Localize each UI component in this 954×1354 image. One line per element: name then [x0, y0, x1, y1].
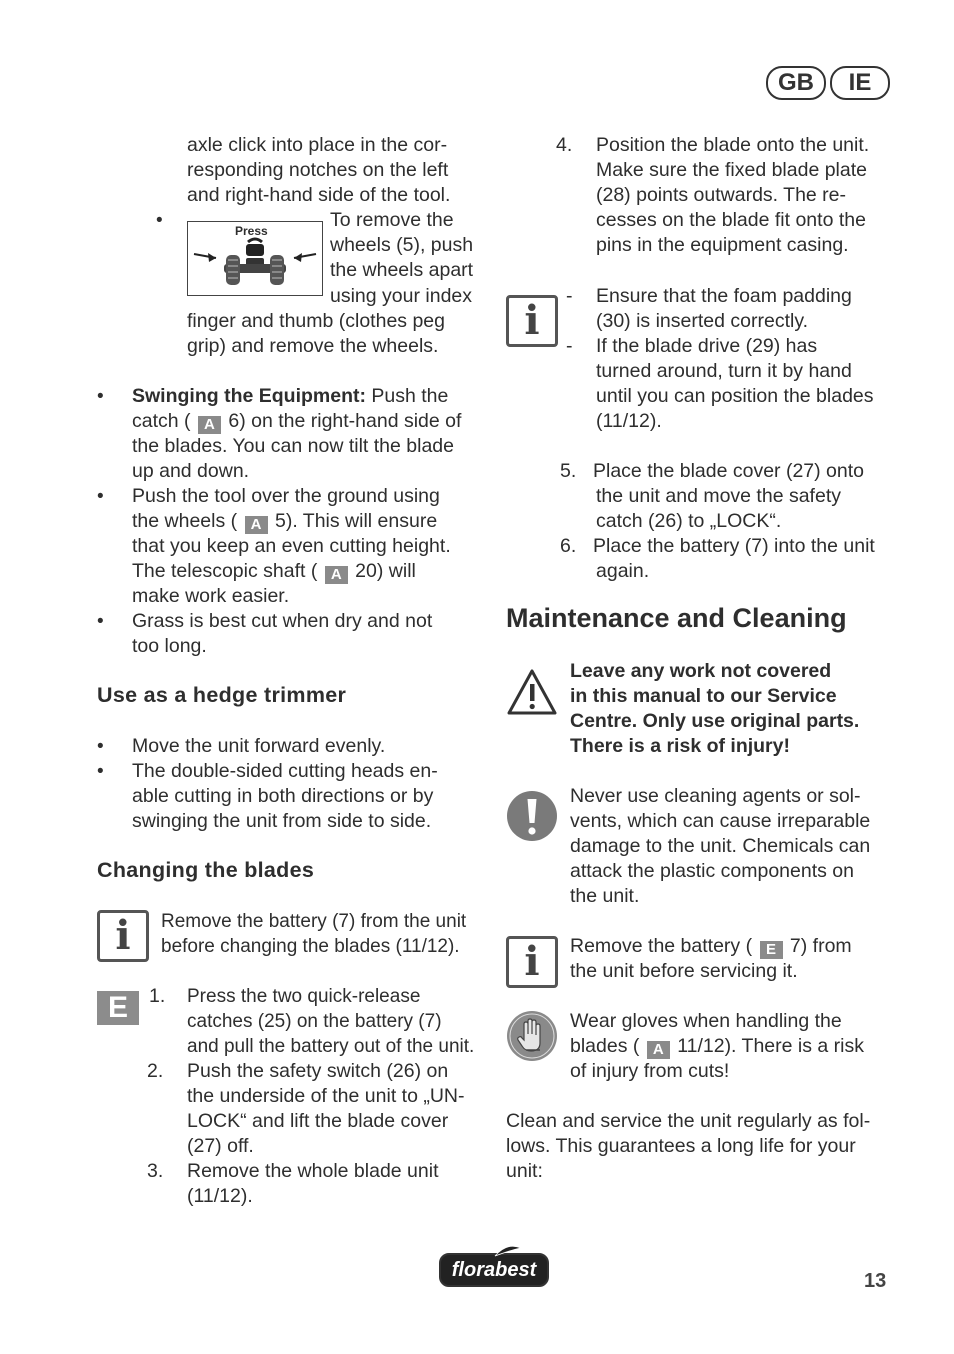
wheels-line: grip) and remove the wheels. — [187, 335, 439, 357]
step-number: 2. — [147, 1060, 164, 1082]
leaf-icon — [493, 1246, 523, 1258]
step-line: catches (25) on the battery (7) — [187, 1011, 442, 1032]
exclamation-circle-icon — [506, 790, 558, 842]
hedge-line: able cutting in both directions or by — [132, 785, 434, 807]
dash-line: (11/12). — [596, 410, 662, 432]
bullet-line: Grass is best cut when dry and not — [132, 610, 433, 632]
logo-text: florabest — [451, 1259, 537, 1281]
step-line: pins in the equipment casing. — [596, 234, 849, 256]
step-line: Push the safety switch (26) on — [187, 1060, 449, 1082]
bullet-line: The telescopic shaft ( A 20) will — [132, 560, 416, 583]
closing-line: Clean and service the unit regularly as fol- — [506, 1110, 871, 1132]
dash-marker: - — [566, 335, 573, 357]
warning-triangle-icon — [506, 668, 558, 716]
caution-line: the unit. — [570, 885, 640, 907]
step-line: catch (26) to „LOCK“. — [596, 510, 782, 532]
step-line: and pull the battery out of the unit. — [187, 1036, 475, 1057]
step-line: Remove the whole blade unit — [187, 1160, 439, 1182]
dash-line: (30) is inserted correctly. — [596, 310, 809, 332]
bullet-icon: • — [156, 210, 163, 231]
intro-line: responding notches on the left — [187, 159, 449, 181]
warning-line: There is a risk of injury! — [570, 735, 790, 757]
step-number: 1. — [149, 985, 166, 1007]
bullet-line: that you keep an even cutting height. — [132, 535, 451, 557]
bullet-icon: • — [97, 736, 104, 757]
step-line: Place the blade cover (27) onto — [593, 460, 865, 482]
closing-line: unit: — [506, 1160, 543, 1182]
step-number: 5. — [560, 460, 577, 482]
hedge-line: The double-sided cutting heads en- — [132, 760, 438, 782]
ref-e-badge: E — [760, 941, 783, 959]
dash-line: If the blade drive (29) has — [596, 335, 818, 357]
bullet-line: Swinging the Equipment: Push the — [132, 385, 449, 407]
closing-line: lows. This guarantees a long life for your — [506, 1135, 856, 1157]
step-line: Press the two quick-release — [187, 986, 421, 1007]
step-number: 3. — [147, 1160, 164, 1182]
wheel-press-icon — [188, 222, 322, 295]
step-line: the underside of the unit to „UN- — [187, 1085, 465, 1107]
intro-line: axle click into place in the cor- — [187, 134, 448, 156]
blades-heading: Changing the blades — [97, 858, 315, 882]
step-line: (28) points outwards. The re- — [596, 184, 847, 206]
florabest-logo — [439, 1253, 549, 1287]
press-figure — [187, 221, 323, 296]
ref-a-badge: A — [198, 416, 221, 434]
step-line: (27) off. — [187, 1135, 254, 1157]
gloves-line: blades ( A 11/12). There is a risk — [570, 1035, 864, 1058]
info-icon: i — [97, 910, 149, 962]
ref-a-badge: A — [647, 1041, 670, 1059]
warning-line: Leave any work not covered — [570, 660, 832, 682]
country-badge-ie: IE — [830, 66, 890, 100]
wheels-line: finger and thumb (clothes peg — [187, 310, 445, 332]
blades-note-line: Remove the battery (7) from the unit — [161, 911, 467, 932]
page-number: 13 — [864, 1270, 887, 1292]
bullet-line: too long. — [132, 635, 207, 657]
dash-line: until you can position the blades — [596, 385, 874, 407]
dash-marker: - — [566, 285, 573, 307]
bullet-line: the wheels ( A 5). This will ensure — [132, 510, 438, 533]
caution-line: damage to the unit. Chemicals can — [570, 835, 871, 857]
step-line: Place the battery (7) into the unit — [593, 535, 875, 557]
caution-line: vents, which can cause irreparable — [570, 810, 871, 832]
caution-line: attack the plastic components on — [570, 860, 854, 882]
bullet-line: make work easier. — [132, 585, 290, 607]
step-line: the unit and move the safety — [596, 485, 841, 507]
step-line: cesses on the blade fit onto the — [596, 209, 866, 231]
wheels-line: using your index — [330, 285, 473, 307]
glove-icon — [506, 1010, 558, 1062]
step-line: (11/12). — [187, 1185, 253, 1207]
bullet-line: the blades. You can now tilt the blade — [132, 435, 454, 457]
press-label: Press — [235, 224, 268, 238]
bullet-icon: • — [97, 386, 104, 407]
hedge-line: Move the unit forward evenly. — [132, 735, 386, 757]
country-badge-gb: GB — [766, 66, 826, 100]
wheels-line: the wheels apart — [330, 259, 474, 281]
wheels-line: wheels (5), push — [330, 234, 474, 256]
info-icon: i — [506, 295, 558, 347]
step-line: again. — [596, 560, 650, 582]
info-icon: i — [506, 936, 558, 988]
hedge-line: swinging the unit from side to side. — [132, 810, 432, 832]
bullet-icon: • — [97, 761, 104, 782]
maintenance-heading: Maintenance and Cleaning — [506, 603, 847, 633]
dash-line: turned around, turn it by hand — [596, 360, 852, 382]
hedge-heading: Use as a hedge trimmer — [97, 683, 347, 707]
step-line: Position the blade onto the unit. — [596, 134, 870, 156]
step-number: 4. — [556, 134, 573, 156]
bullet-line: catch ( A 6) on the right-hand side of — [132, 410, 462, 433]
wheels-line: To remove the — [330, 209, 454, 231]
warning-line: in this manual to our Service — [570, 685, 837, 707]
gloves-line: of injury from cuts! — [570, 1060, 730, 1082]
step-line: LOCK“ and lift the blade cover — [187, 1110, 449, 1132]
bullet-line: up and down. — [132, 460, 250, 482]
bullet-icon: • — [97, 611, 104, 632]
bullet-icon: • — [97, 486, 104, 507]
dash-line: Ensure that the foam padding — [596, 285, 852, 307]
ref-a-badge: A — [245, 516, 268, 534]
step-number: 6. — [560, 535, 577, 557]
gloves-line: Wear gloves when handling the — [570, 1010, 842, 1032]
caution-line: Never use cleaning agents or sol- — [570, 785, 861, 807]
warning-line: Centre. Only use original parts. — [570, 710, 860, 732]
battery-note-line: Remove the battery ( E 7) from — [570, 935, 852, 958]
ref-a-badge: A — [325, 566, 348, 584]
blades-note-line: before changing the blades (11/12). — [161, 936, 460, 957]
bullet-line: Push the tool over the ground using — [132, 485, 440, 507]
battery-note-line: the unit before servicing it. — [570, 960, 798, 982]
intro-line: and right-hand side of the tool. — [187, 184, 451, 206]
figure-e-badge: E — [97, 991, 139, 1025]
step-line: Make sure the fixed blade plate — [596, 159, 868, 181]
